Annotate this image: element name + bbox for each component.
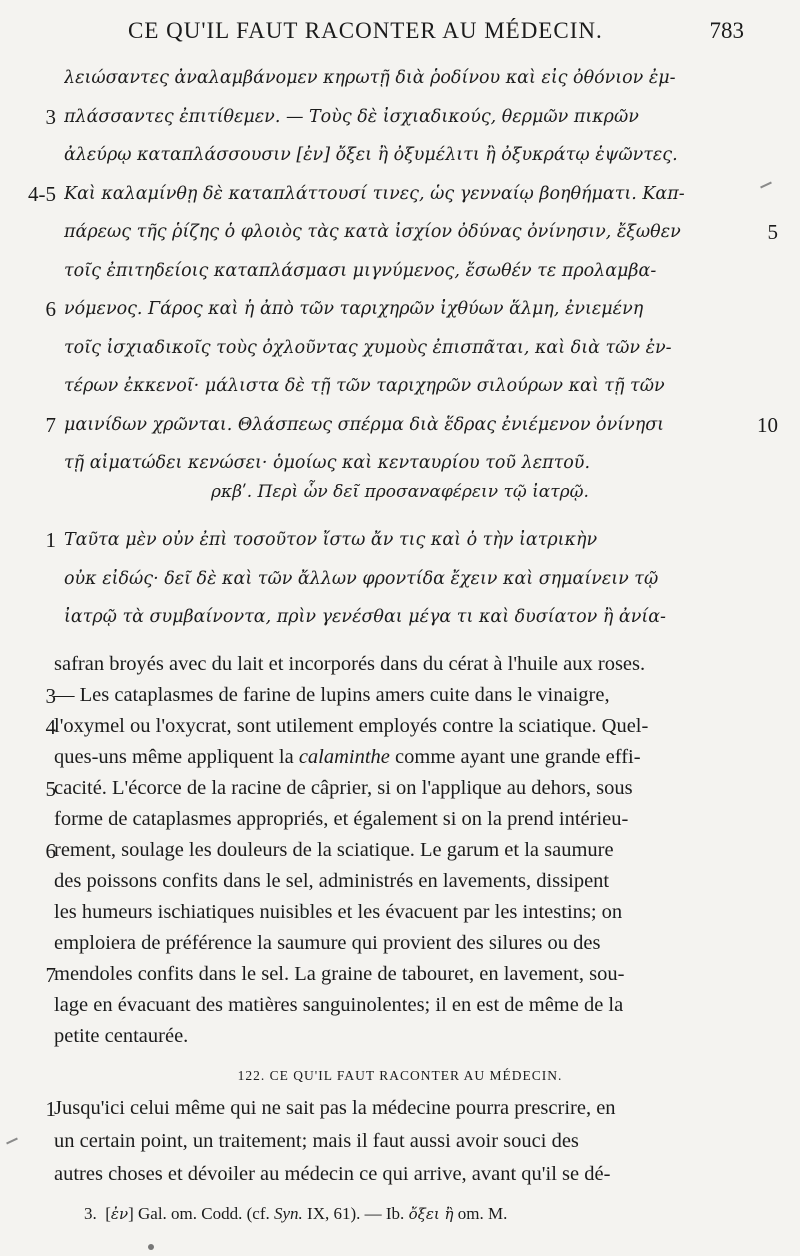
line-text: ques-uns même appliquent la calaminthe comme ayant une grande effi-: [54, 746, 641, 768]
greek-section-title: ρκβʹ. Περὶ ὧν δεῖ προσαναφέρειν τῷ ἰατρῷ.: [211, 482, 589, 502]
text-line: [0, 216, 800, 252]
text-line: [0, 563, 800, 599]
line-number: 7: [45, 963, 56, 987]
text-line: [0, 1160, 800, 1196]
line-text: — Les cataplasmes de farine de lupins amers cuite dans le vinaigre,: [54, 684, 610, 706]
line-text: ἀλεύρῳ καταπλάσσουσιν [ἐν] ὄξει ἢ ὀξυμέλιτι ἢ ὀξυκράτῳ ἑψῶντες.: [64, 145, 678, 165]
line-text: τοῖς ἰσχιαδικοῖς τοὺς ὀχλοῦντας χυμοὺς ἐπισπᾶται, καὶ διὰ τῶν ἐν-: [64, 337, 672, 358]
line-text: lage en évacuant des matières sanguinolentes; il en est de même de la: [54, 994, 624, 1016]
text-line: [0, 1127, 800, 1163]
line-number: 4-5: [28, 181, 56, 206]
line-text: rement, soulage les douleurs de la sciatique. Le garum et la saumure: [54, 839, 614, 861]
line-text: τέρων ἐκκενοῖ· μάλιστα δὲ τῇ τῶν ταριχηρῶν σιλούρων καὶ τῇ τῶν: [64, 376, 665, 396]
running-title: CE QU'IL FAUT RACONTER AU MÉDECIN.: [128, 18, 603, 43]
text-line: [0, 62, 800, 98]
text-line: [0, 101, 800, 137]
text-line: [0, 524, 800, 560]
line-text: πλάσσαντες ἐπιτίθεμεν. — Τοὺς δὲ ἰσχιαδικούς, θερμῶν πικρῶν: [64, 106, 639, 127]
footnote-bracket-close: ]: [128, 1204, 134, 1223]
footnote-text-3: om. M.: [457, 1204, 508, 1223]
line-text: μαινίδων χρῶνται. Θλάσπεως σπέρμα διὰ ἕδρας ἐνιέμενον ὀνίνησι: [64, 414, 665, 435]
footnote-greek-word: ἐν: [110, 1205, 129, 1223]
line-number: 3: [45, 684, 56, 708]
line-number: 4: [45, 715, 56, 739]
text-line: [0, 293, 800, 329]
french-section-title: 122. CE QU'IL FAUT RACONTER AU MÉDECIN.: [237, 1068, 563, 1083]
text-line: [0, 1022, 800, 1058]
line-number: 7: [45, 412, 56, 437]
footnote-syn: Syn.: [274, 1204, 303, 1223]
text-line: [0, 255, 800, 291]
line-text: πάρεως τῆς ῥίζης ὁ φλοιὸς τὰς κατὰ ἰσχίον ὀδύνας ὀνίνησιν, ἔξωθεν: [64, 222, 681, 242]
line-number: 6: [45, 839, 56, 863]
line-text: ἰατρῷ τὰ συμβαίνοντα, πρὶν γενέσθαι μέγα τι καὶ δυσίατον ἢ ἀνία-: [64, 607, 666, 627]
line-text: emploiera de préférence la saumure qui provient des silures ou des: [54, 932, 601, 954]
line-text: λειώσαντες ἀναλαμβάνομεν κηρωτῇ διὰ ῥοδίνου καὶ εἰς ὀθόνιον ἐμ-: [64, 68, 676, 88]
footnote-number: 3.: [84, 1204, 97, 1223]
line-text: mendoles confits dans le sel. La graine de tabouret, en lavement, sou-: [54, 963, 625, 985]
greek-line-number: 10: [757, 412, 778, 437]
line-text: petite centaurée.: [54, 1025, 189, 1047]
greek-line-number: 5: [767, 220, 778, 244]
line-text: νόμενος. Γάρος καὶ ἡ ἀπὸ τῶν ταριχηρῶν ἰχθύων ἅλμη, ἐνιεμένη: [64, 299, 644, 319]
line-text: cacité. L'écorce de la racine de câprier, si on l'applique au dehors, sous: [54, 777, 633, 799]
line-text: les humeurs ischiatiques nuisibles et les évacuent par les intestins; on: [54, 901, 623, 923]
line-text: des poissons confits dans le sel, administrés en lavements, dissipent: [54, 870, 610, 892]
footnote-text-2: IX, 61). — Ib.: [307, 1204, 405, 1223]
text-line: [0, 332, 800, 368]
line-text: autres choses et dévoiler au médecin ce qui arrive, avant qu'il se dé-: [54, 1163, 611, 1185]
text-line: [0, 178, 800, 214]
text-line: [0, 601, 800, 637]
line-text: l'oxymel ou l'oxycrat, sont utilement employés contre la sciatique. Quel-: [54, 715, 649, 737]
scan-mark: [148, 1244, 154, 1250]
line-number: 3: [45, 104, 56, 129]
line-text: un certain point, un traitement; mais il faut aussi avoir souci des: [54, 1130, 579, 1152]
footnote-text-1: Gal. om. Codd. (cf.: [138, 1204, 270, 1223]
footnote-bracket-open: [: [105, 1204, 111, 1223]
text-line: [0, 409, 800, 445]
line-text: Jusqu'ici celui même qui ne sait pas la médecine pourra prescrire, en: [54, 1097, 616, 1119]
line-text: Καὶ καλαμίνθῃ δὲ καταπλάττουσί τινες, ὡς γενναίῳ βοηθήματι. Καπ-: [64, 183, 685, 204]
line-text: Ταῦτα μὲν οὖν ἐπὶ τοσοῦτον ἴστω ἄν τις καὶ ὁ τὴν ἰατρικὴν: [64, 530, 598, 550]
line-text: τῇ αἱματώδει κενώσει· ὁμοίως καὶ κενταυρίου τοῦ λεπτοῦ.: [64, 453, 591, 473]
line-text: safran broyés avec du lait et incorporés dans du cérat à l'huile aux roses.: [54, 653, 646, 675]
page-number: 783: [709, 18, 744, 43]
text-line: [0, 1094, 800, 1130]
line-number: 1: [45, 1097, 56, 1121]
running-header: [0, 18, 800, 52]
text-line: [0, 447, 800, 483]
footnote-greek-phrase: ὄξει ἢ: [408, 1205, 454, 1223]
text-line: [0, 370, 800, 406]
line-number: 6: [45, 297, 56, 321]
line-text: τοῖς ἐπιτηδείοις καταπλάσμασι μιγνύμενος, ἔσωθέν τε προλαμβα-: [64, 260, 657, 281]
text-line: [0, 139, 800, 175]
line-number: 1: [45, 528, 56, 552]
line-text: forme de cataplasmes appropriés, et également si on la prend intérieu-: [54, 808, 629, 830]
footnote: [84, 1204, 507, 1224]
line-text: οὐκ εἰδώς· δεῖ δὲ καὶ τῶν ἄλλων φροντίδα ἔχειν καὶ σημαίνειν τῷ: [64, 568, 659, 589]
line-number: 5: [45, 777, 56, 801]
italic-term: calaminthe: [298, 746, 390, 768]
